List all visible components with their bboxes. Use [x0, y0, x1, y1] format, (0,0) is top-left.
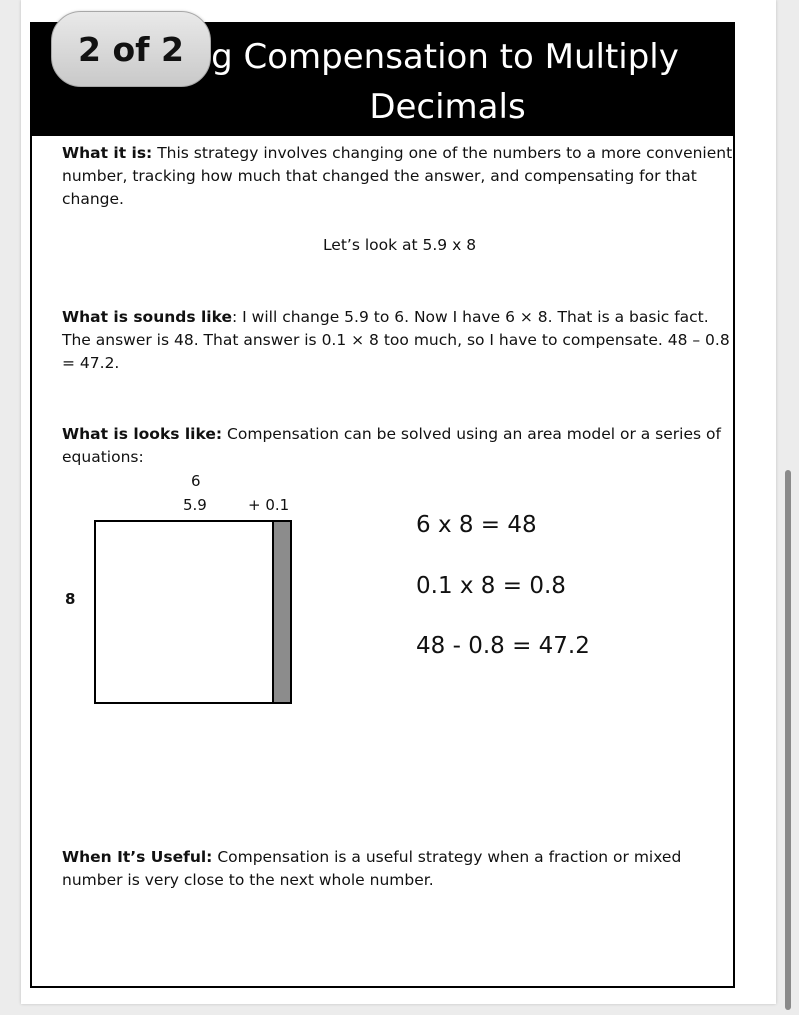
when-useful-label: When It’s Useful: [62, 848, 213, 866]
looks-like-text: Compensation can be solved using an area model or a series of equations: [62, 425, 721, 466]
looks-like-label: What is looks like: [62, 425, 223, 443]
example-line: Let’s look at 5.9 x 8 [322, 236, 477, 254]
equation-1: 6 x 8 = 48 [416, 512, 537, 538]
page-title-line1: g Compensation to Multiply [211, 37, 679, 77]
area-model-top-label: 6 [191, 472, 201, 490]
equation-3: 48 - 0.8 = 47.2 [416, 633, 590, 659]
sounds-like-text: : I will change 5.9 to 6. Now I have 6 × 8. That is a basic fact. The answer is 48. That answer is 0.1 × 8 too much, so I have to compensate. 48 – 0.8 = 47.2. [62, 308, 730, 372]
when-useful-paragraph [62, 846, 742, 892]
vertical-scrollbar[interactable] [785, 470, 791, 1010]
page-indicator-badge[interactable]: 2 of 2 [51, 11, 211, 87]
when-useful-text: Compensation is a useful strategy when a fraction or mixed number is very close to the next whole number. [62, 848, 682, 889]
area-model-strip-rect [272, 520, 292, 704]
page-title-line2: Decimals [369, 87, 526, 127]
sounds-like-label: What is sounds like [62, 308, 233, 326]
sounds-like-paragraph [62, 306, 742, 375]
equation-2: 0.1 x 8 = 0.8 [416, 573, 566, 599]
area-model-extra-label: + 0.1 [248, 496, 290, 514]
looks-like-paragraph [62, 423, 742, 469]
area-model-main-rect [94, 520, 274, 704]
area-model-height-label: 8 [65, 590, 76, 608]
area-model-width-label: 5.9 [183, 496, 207, 514]
what-it-is-text: This strategy involves changing one of the numbers to a more convenient number, tracking how much that changed the answer, and compensating for that change. [62, 144, 733, 208]
what-it-is-label: What it is: [62, 144, 153, 162]
what-it-is-paragraph [62, 142, 742, 211]
